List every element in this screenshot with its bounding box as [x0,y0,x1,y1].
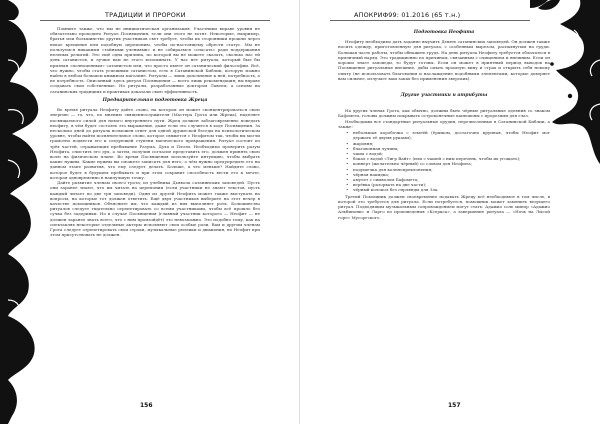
section-title: Другие участники и атрибуты [400,92,488,98]
header-rule-left [40,20,270,21]
right-page-body [338,26,550,220]
list-item: • жаровня; [351,141,550,146]
paragraph: Во время ритуала Неофиту дайте слово, на котором он может сконцентрироваться свою энергию — то, что, по мнению священнослужителя (Мастера Грота или Жреца), наделяет посвящаемого силой для нового внутреннего пути. Жрец должен заблаговременно поведать неофиту, в чём будет состоять это выражение, даже если это случится в ходе Посвящения. За несколько дней до ритуала возможен ответ для одной дружеской беседы на психологическом уровне, чтобы найти посвятительное слово, которое свяжется с Неофитом так, чтобы вы могли грамотно подвести его к следующей ступени магического превращения. Ритуал состоит из трёх частей, отражающих пребывание Разума, Духа и Плоти. Необходимо проверить разум Неофита, очистить его дух, а затем, получив согласие представить его, должен принять свою волю на физическом плане. Во время Посвящения используйте интуицию, чтобы выбрать какие нужны. Какие нужны вы сможете записать для него, о чём нужно предупредить его на данном этапе развития, что ему следует делать. Больше, а что меньше? Найдите слово, которое будет в будущем пребывать и при этом сохранит способность вести его к мечте, которая одновременно в наилучшую точку. [50,107,260,180]
ritual-items-list [351,130,550,193]
section-title: Подготовка Неофита [413,30,475,35]
list-item: • чёрный колокол без гирлянды для Зла. [351,187,550,192]
paragraph: Помните также, что мы не инициатическая организация. Участники вправе уровня не обязательно проходить Ритуал Посвящения, если они этого не хотят. Некоторые, например, братья или большинство других участников свет требует, чтобы их сторонники прошли через некое крещение или подобную церемонию, чтобы по-настоящему обрести статус. Мы не пользуемся никакими «тайными учениями» и не собираемся «спасать» ради поддержания нелепых религий. Это ещё одна причина, по которой вы не можете сказать, сколько нас ей день сатанистов, и лучше вам не этого вспоминать. У нас нет ритуала, который был бы признан «полноценным» сатанистом или, что просто имеет он сатанический философии. Всё, что нужно, чтобы стать успешным сатанистом, есть в Сатанинской Библии, которую можно найти в любом большом книжном магазине. Ритуалы — лишь дополнение к ней, потребность, а не потребность. Описанный здесь ритуал Посвящения — всего лишь рекомендация; вы вправе создавать свои собственные. Но ритуалы, разработанные доктором Лавеем, а основы на сатанинских традициях и практиках доказали свою эффективность. [50,26,260,94]
paragraph: Третий Помощник должен своевременно подавать Жрецу всё необходимое в том числе, в которой это требуется для ритуала. Если потребуется, помощник может заменить ведущего ритуал. Подходящим музыкальным сопровождением могут стать: Адажио соль минор «Адажио Альбинони» и Ларго из произведения «Ксеркса», а завершение ритуала — «Ночь на Лысой горе» Мусоргского. [338,193,550,220]
list-item: • конверт (желательно чёрный) со словом для Неофита; [351,161,550,166]
list-item: • чёрная накидка; [351,172,550,177]
gothic-ornament-left [0,0,48,424]
list-item: • амулет с символом Бафомета; [351,177,550,182]
paragraph: Необходимы все стандартные ритуальные орудия, перечисленные в Сатанинской Библии, а также: [338,118,550,129]
running-header-right: АПОКРИФ99: 01.2016 (65 т.н.) [354,11,461,19]
right-page [300,0,600,424]
header-rule-right [330,20,530,21]
paragraph: На других членах Грота, как обычно, должны быть чёрные ритуальные одеяния со знаком Бафомета, головы должны покрывать остроконечные капюшоны с прорезями для глаз. [338,108,550,119]
list-item: • небольшая коробочка с землёй (ёршком, достаточно крупная, чтобы Неофит мог держать её двумя руками); [351,130,550,140]
section-title: Предварительная подготовка Жреца [102,97,208,103]
page-number-right: 157 [448,402,461,409]
paragraph: Дайте развитие членам своего грота; из учебника Дьявола сатанинских заповедей. Пусть они заранее знают, что им читать на церемонии (если участники не знают текстов, пусть каждый читает по две три заповеди). Один из друзей Неофита может также выступать на вопросы, на которые тот должен ответить. Ещё двух участников выберите на этот вечер в качестве помощников. Объясните им, что каждый из них выполняет роль. Большинство ритуалов следует тщательно отрепетировать со всеми участниками, чтобы всё прошло без сучка без задоринки. Но в случае Посвящения (главный участник которого — Неофит — не должен заранее знать всего, что с ним произойдёт) это невозможно. Это подобно тому, как на спектаклях некоторые отдельные актеры исполняют свои особые роли. Вам и другим членам Грота следует отрепетировать свои строки, музыкальные реплики и движения, но Неофит при этом присутствовать не должен. [50,180,260,238]
list-item: • чаша с водой; [351,151,550,156]
running-header-left: ТРАДИЦИИ И ПРОРОКИ [105,11,186,19]
left-page-body [50,26,260,238]
paragraph: Неофиту необходимо дать задание выучить Девять сатанинских заповедей. Он должен также носить одежду, приготовленную для ритуала, с особенным вырезом, распахнутым на груди. Большая часть работы, чтобы обнажить грудь. На день ритуала Неофиту требуется облачаться в приличный наряд. Это традиционно по причинам, связанным с очищением и внешним. Если он хорошо знает заповеди, то будут готовы. Если он может в приятный период выходов на Посвящение ритуальные внешние, дабы смыть прошлую вину и страх и открыть себя новому опыту (не использовать благовония и наслаждение подобными элементами, которые доверяет вам сильнее, излучает ваш запах без применения зверских). [338,39,550,81]
list-item: • верёвка (разорвать на две части); [351,182,550,187]
list-item: • благовонная лучина; [351,146,550,151]
page-number-left: 156 [140,402,153,409]
list-item: • бокал с водой «Тигр Вайт» (или с чашей с ним перечень, чтобы их угощать); [351,156,550,161]
list-item: • подушечка для коленопреклонения; [351,167,550,172]
